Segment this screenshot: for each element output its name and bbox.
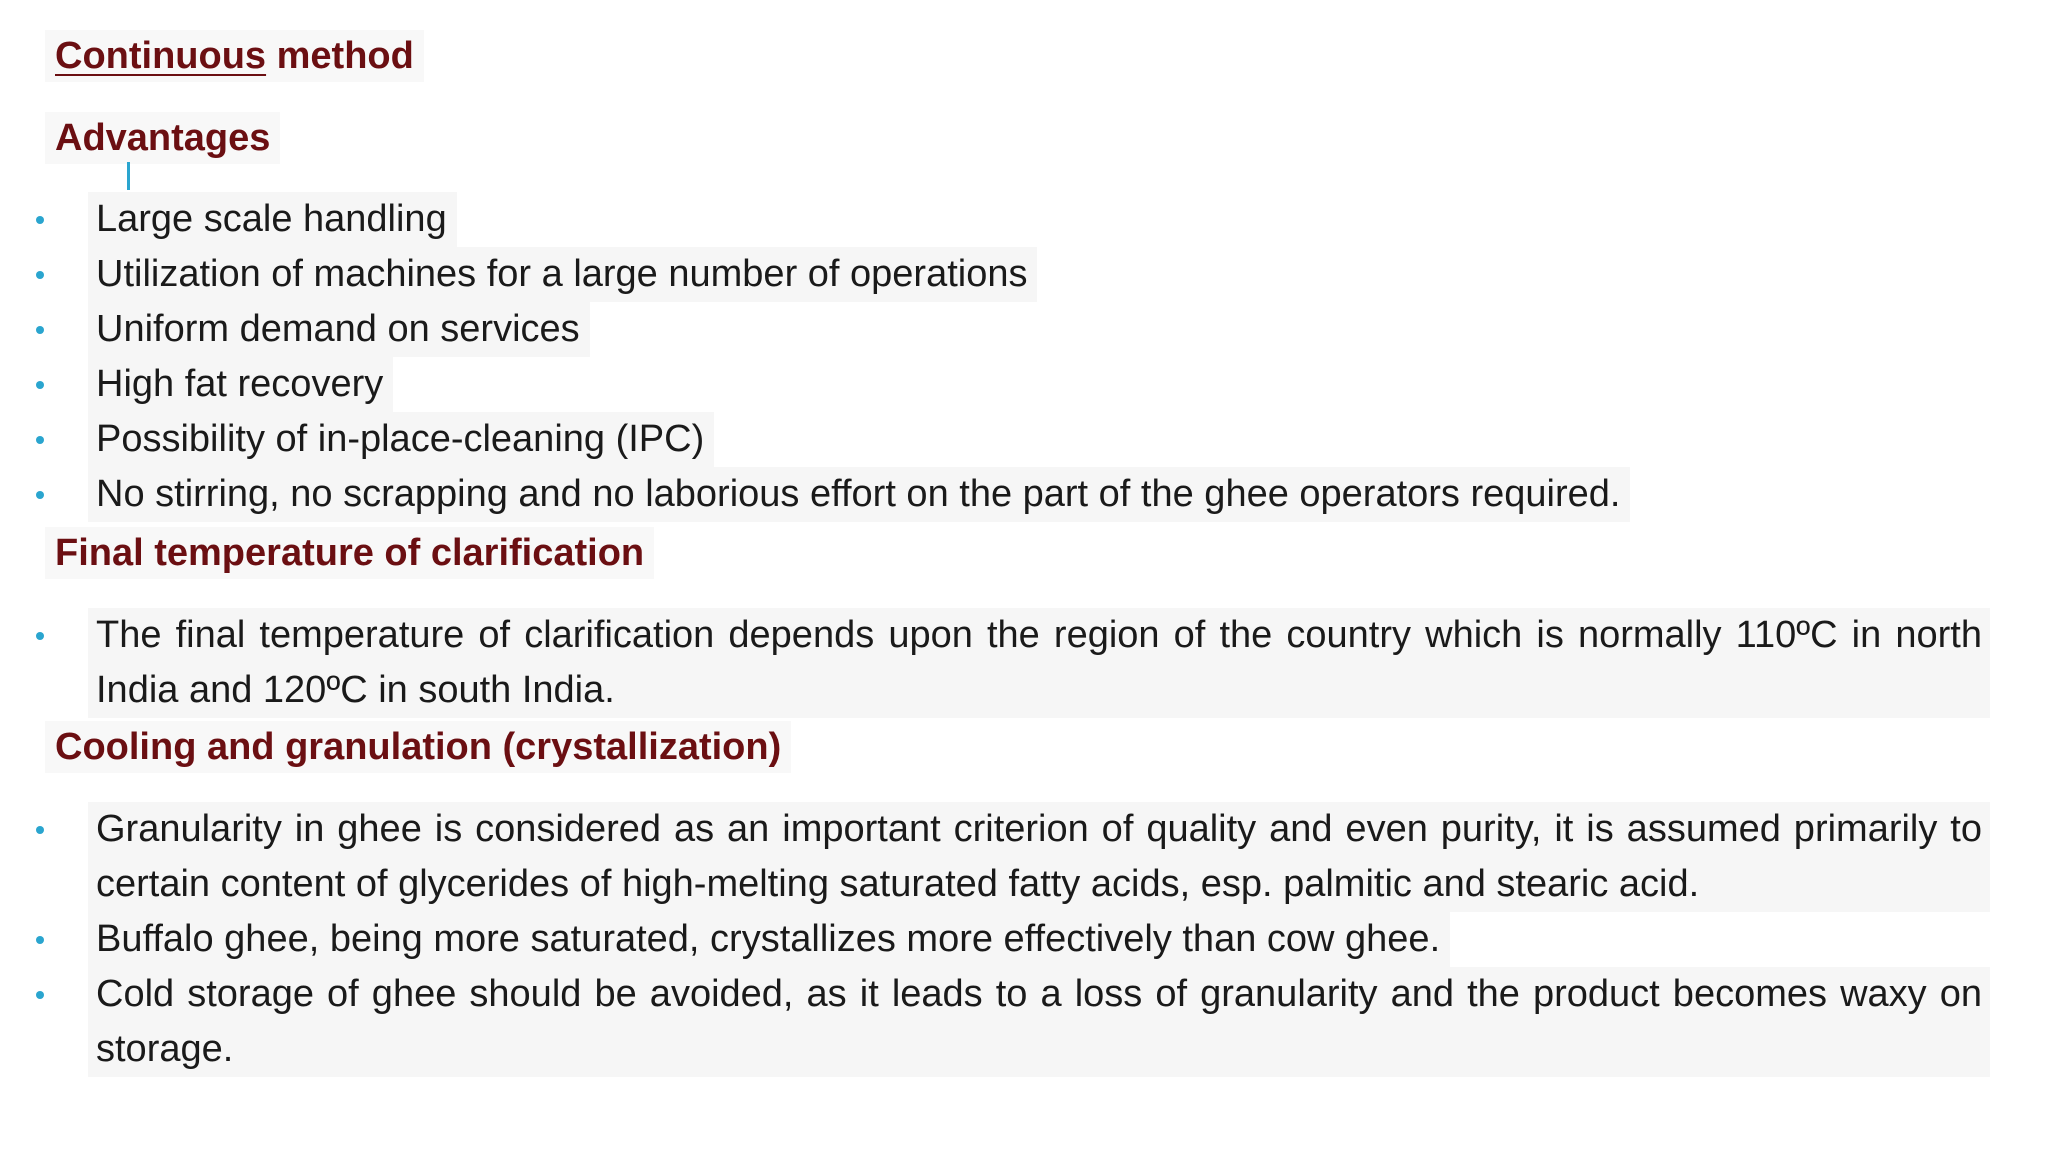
page-title xyxy=(45,30,424,82)
bullet-dot-icon xyxy=(36,632,44,640)
final-temperature-list xyxy=(0,608,2048,718)
list-item: Utilization of machines for a large number of operations xyxy=(0,247,2048,302)
list-item: No stirring, no scrapping and no laborious effort on the part of the ghee operators required. xyxy=(0,467,2048,522)
bullet-dot-icon xyxy=(36,381,44,389)
list-item: High fat recovery xyxy=(0,357,2048,412)
bullet-dot-icon xyxy=(36,491,44,499)
list-item: Uniform demand on services xyxy=(0,302,2048,357)
heading-cooling-granulation: Cooling and granulation (crystallization) xyxy=(45,721,791,773)
list-item: Large scale handling xyxy=(0,192,2048,247)
heading-final-temperature: Final temperature of clarification xyxy=(45,527,654,579)
list-item: Granularity in ghee is considered as an important criterion of quality and even purity, it is assumed primarily to certain content of glycerides of high-melting saturated fatty acids, esp. palmitic and stearic acid. xyxy=(0,802,2048,912)
list-item: Buffalo ghee, being more saturated, crystallizes more effectively than cow ghee. xyxy=(0,912,2048,967)
bullet-dot-icon xyxy=(36,991,44,999)
bullet-dot-icon xyxy=(36,326,44,334)
title-rest: method xyxy=(266,35,414,77)
list-item: Possibility of in-place-cleaning (IPC) xyxy=(0,412,2048,467)
text-cursor xyxy=(127,162,130,190)
cooling-list xyxy=(0,802,2048,1077)
heading-advantages: Advantages xyxy=(45,112,280,164)
bullet-dot-icon xyxy=(36,271,44,279)
list-item: Cold storage of ghee should be avoided, as it leads to a loss of granularity and the product becomes waxy on storage. xyxy=(0,967,2048,1077)
title-underlined: Continuous xyxy=(55,35,267,77)
bullet-dot-icon xyxy=(36,936,44,944)
bullet-dot-icon xyxy=(36,216,44,224)
list-item: The final temperature of clarification depends upon the region of the country which is normally 110ºC in north India and 120ºC in south India. xyxy=(0,608,2048,718)
bullet-dot-icon xyxy=(36,436,44,444)
advantages-list xyxy=(0,192,2048,522)
bullet-dot-icon xyxy=(36,826,44,834)
